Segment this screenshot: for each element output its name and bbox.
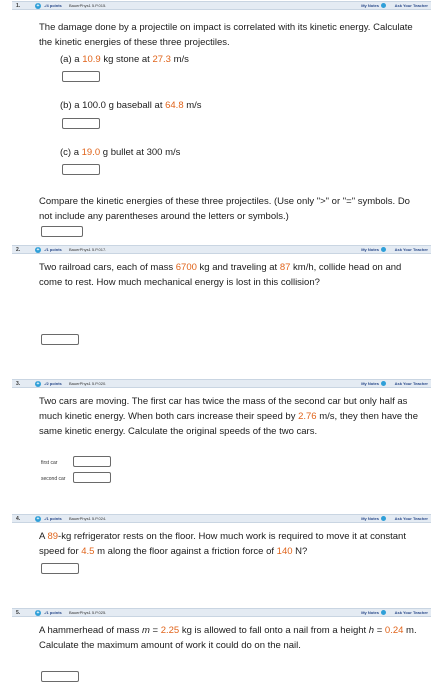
first-car-input[interactable] (73, 456, 111, 467)
ask-teacher-link[interactable]: Ask Your Teacher (394, 516, 428, 521)
expand-icon[interactable]: + (36, 3, 40, 9)
second-car-input[interactable] (73, 472, 111, 483)
question-number: 3. (16, 381, 21, 387)
points-label: -/4 points (44, 3, 62, 8)
problem-ref: BauerPhys1 5.P.020. (69, 381, 107, 386)
ask-teacher-link[interactable]: Ask Your Teacher (394, 247, 428, 252)
points-label: -/2 points (44, 381, 62, 386)
second-car-label: second car (41, 476, 66, 482)
answer-input[interactable] (41, 563, 79, 574)
question-text: A hammerhead of mass m = 2.25 kg is allowed to fall onto a nail from a height h = 0.24 m. Calculate the maximum amount of work it could do on the nail. (39, 625, 417, 651)
question-header (12, 245, 431, 254)
answer-input-c[interactable] (62, 164, 100, 175)
my-notes-link[interactable]: My Notes (361, 610, 379, 615)
expand-icon[interactable]: + (36, 247, 40, 253)
question-intro: The damage done by a projectile on impact is correlated with its kinetic energy. Calculate the kinetic energies of these three projectiles. (39, 22, 413, 48)
compare-text: Compare the kinetic energies of these three projectiles. (Use only ">" or "=" symbols. Do not include any parentheses around the letters or symbols.) (39, 196, 410, 222)
question-number: 4. (16, 516, 21, 522)
my-notes-link[interactable]: My Notes (361, 516, 379, 521)
ask-teacher-link[interactable]: Ask Your Teacher (394, 610, 428, 615)
first-car-label: first car (41, 460, 58, 466)
question-number: 5. (16, 610, 21, 616)
question-header (12, 514, 431, 523)
dot-icon (381, 3, 386, 8)
answer-input-b[interactable] (62, 118, 100, 129)
part-c-text: (c) a 19.0 g bullet at 300 m/s (60, 147, 181, 158)
question-header (12, 608, 431, 617)
question-header (12, 379, 431, 388)
problem-ref: BauerPhys1 5.P.025. (69, 610, 107, 615)
question-number: 1. (16, 3, 21, 9)
ask-teacher-link[interactable]: Ask Your Teacher (394, 381, 428, 386)
part-a-text: (a) a 10.9 kg stone at 27.3 m/s (60, 54, 189, 65)
question-text: Two cars are moving. The first car has twice the mass of the second car but only half as much kinetic energy. When both cars increase their speed by 2.76 m/s, they then have the same kinetic energy. Calculate the original speeds of the two cars. (39, 396, 418, 437)
answer-input-compare[interactable] (41, 226, 83, 237)
answer-input-a[interactable] (62, 71, 100, 82)
question-text: A 89-kg refrigerator rests on the floor. How much work is required to move it at constant speed for 4.5 m along the floor against a friction force of 140 N? (39, 531, 406, 557)
my-notes-link[interactable]: My Notes (361, 247, 379, 252)
points-label: -/1 points (44, 610, 62, 615)
dot-icon (381, 247, 386, 252)
answer-input[interactable] (41, 671, 79, 682)
my-notes-link[interactable]: My Notes (361, 3, 379, 8)
dot-icon (381, 610, 386, 615)
ask-teacher-link[interactable]: Ask Your Teacher (394, 3, 428, 8)
problem-ref: BauerPhys1 5.P.015. (69, 3, 107, 8)
points-label: -/1 points (44, 247, 62, 252)
expand-icon[interactable]: + (36, 610, 40, 616)
problem-ref: BauerPhys1 5.P.017. (69, 247, 107, 252)
expand-icon[interactable]: + (36, 381, 40, 387)
part-b-text: (b) a 100.0 g baseball at 64.8 m/s (60, 100, 202, 111)
question-header (12, 1, 431, 10)
question-number: 2. (16, 247, 21, 253)
points-label: -/1 points (44, 516, 62, 521)
dot-icon (381, 516, 386, 521)
dot-icon (381, 381, 386, 386)
answer-input[interactable] (41, 334, 79, 345)
my-notes-link[interactable]: My Notes (361, 381, 379, 386)
question-text: Two railroad cars, each of mass 6700 kg and traveling at 87 km/h, collide head on and come to rest. How much mechanical energy is lost in this collision? (39, 262, 402, 288)
problem-ref: BauerPhys1 5.P.024. (69, 516, 107, 521)
expand-icon[interactable]: + (36, 516, 40, 522)
